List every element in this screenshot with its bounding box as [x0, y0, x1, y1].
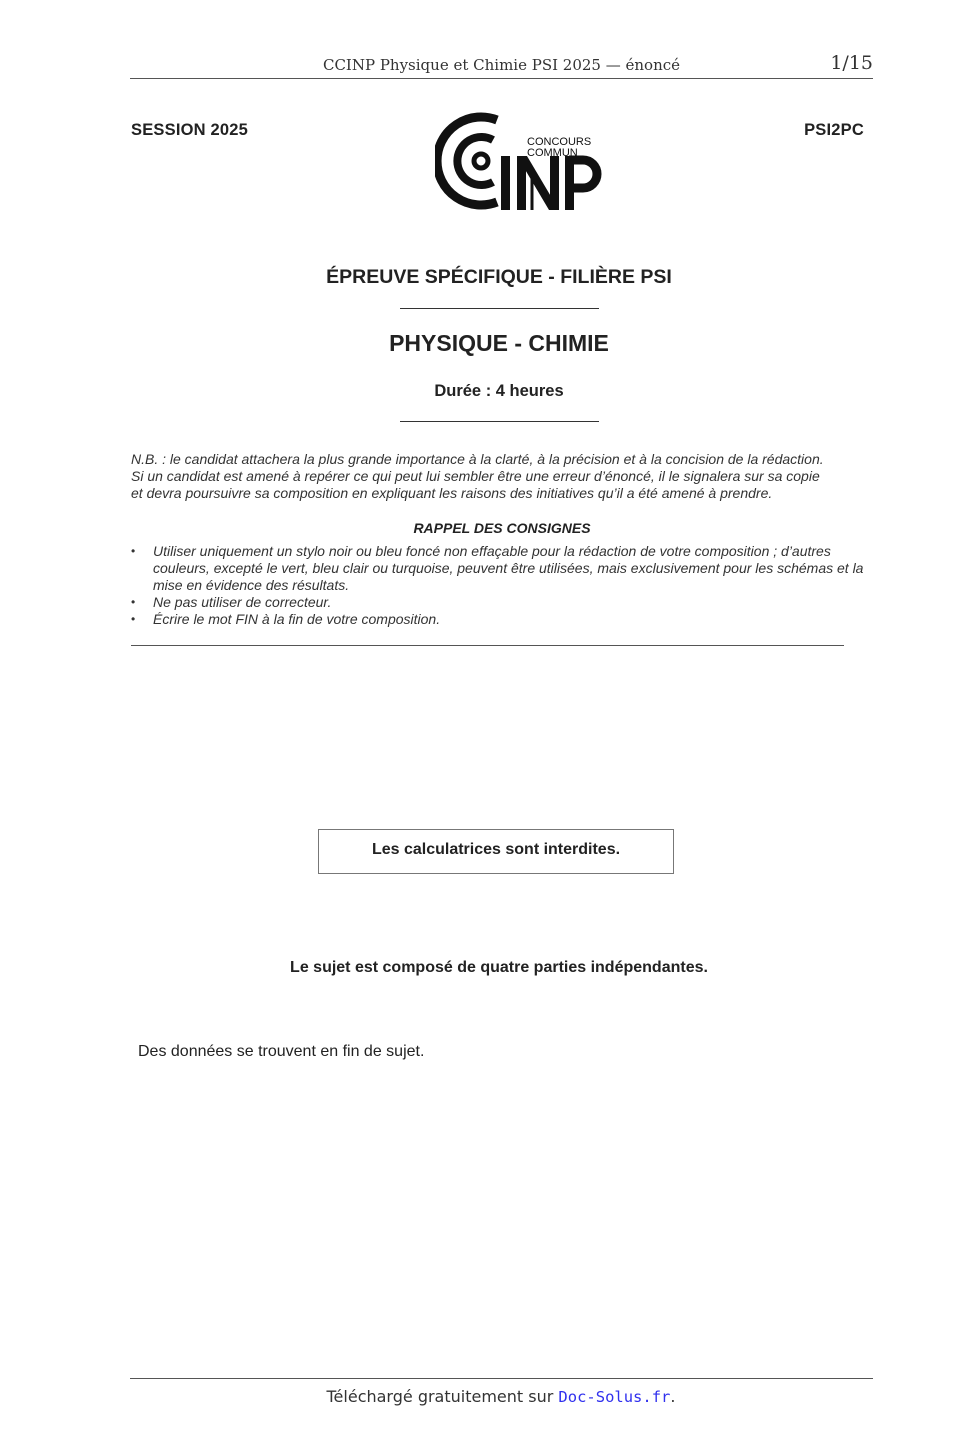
consigne-item: • Écrire le mot FIN à la fin de votre composition. [131, 611, 873, 628]
footer-text: Téléchargé gratuitement sur [326, 1387, 554, 1406]
exam-code: PSI2PC [804, 121, 864, 139]
footer [0, 1387, 980, 1406]
duration: Durée : 4 heures [434, 382, 564, 400]
running-title: CCINP Physique et Chimie PSI 2025 — énoncé [322, 56, 681, 74]
page-number: 1/15 [830, 52, 873, 74]
consignes-title: RAPPEL DES CONSIGNES [413, 520, 591, 536]
parts-notice: Le sujet est composé de quatre parties indépendantes. [290, 959, 708, 976]
session-label: SESSION 2025 [131, 121, 249, 139]
logo-text-commun: COMMUN [527, 147, 578, 159]
nb-line: N.B. : le candidat attachera la plus grande importance à la clarté, à la précision et à la concision de la rédaction. [131, 451, 824, 467]
subject-title: PHYSIQUE - CHIMIE [389, 330, 609, 356]
doc-solus-link[interactable]: Doc-Solus.fr [558, 1388, 671, 1406]
nb-line: Si un candidat est amené à repérer ce qui peut lui sembler être une erreur d’énoncé, il le signalera sur sa copie [131, 468, 820, 484]
calculator-notice: Les calculatrices sont interdites. [318, 829, 674, 874]
epreuve-title: ÉPREUVE SPÉCIFIQUE - FILIÈRE PSI [326, 266, 672, 288]
ccinp-logo [435, 112, 605, 214]
consigne-item: • Ne pas utiliser de correcteur. [131, 594, 873, 611]
running-header [130, 54, 873, 79]
data-notice: Des données se trouvent en fin de sujet. [138, 1043, 425, 1060]
duration-separator [400, 421, 599, 422]
footer-rule [130, 1378, 873, 1379]
title-separator [400, 308, 599, 309]
footer-end: . [670, 1387, 676, 1406]
consigne-item: • Utiliser uniquement un stylo noir ou bleu foncé non effaçable pour la rédaction de votre composition ; d’autres couleurs, excepté le vert, bleu clair ou turquoise, peuvent être utilisées, mais exclusivement pour les schémas et la mise en évidence des résultats. [131, 543, 873, 594]
nb-line: et devra poursuivre sa composition en expliquant les raisons des initiatives qu’il a été amené à prendre. [131, 485, 773, 501]
consignes-list [131, 543, 873, 628]
nb-paragraph [131, 451, 873, 502]
logo-text-concours: CONCOURS [527, 136, 592, 148]
consignes-separator [131, 645, 844, 646]
